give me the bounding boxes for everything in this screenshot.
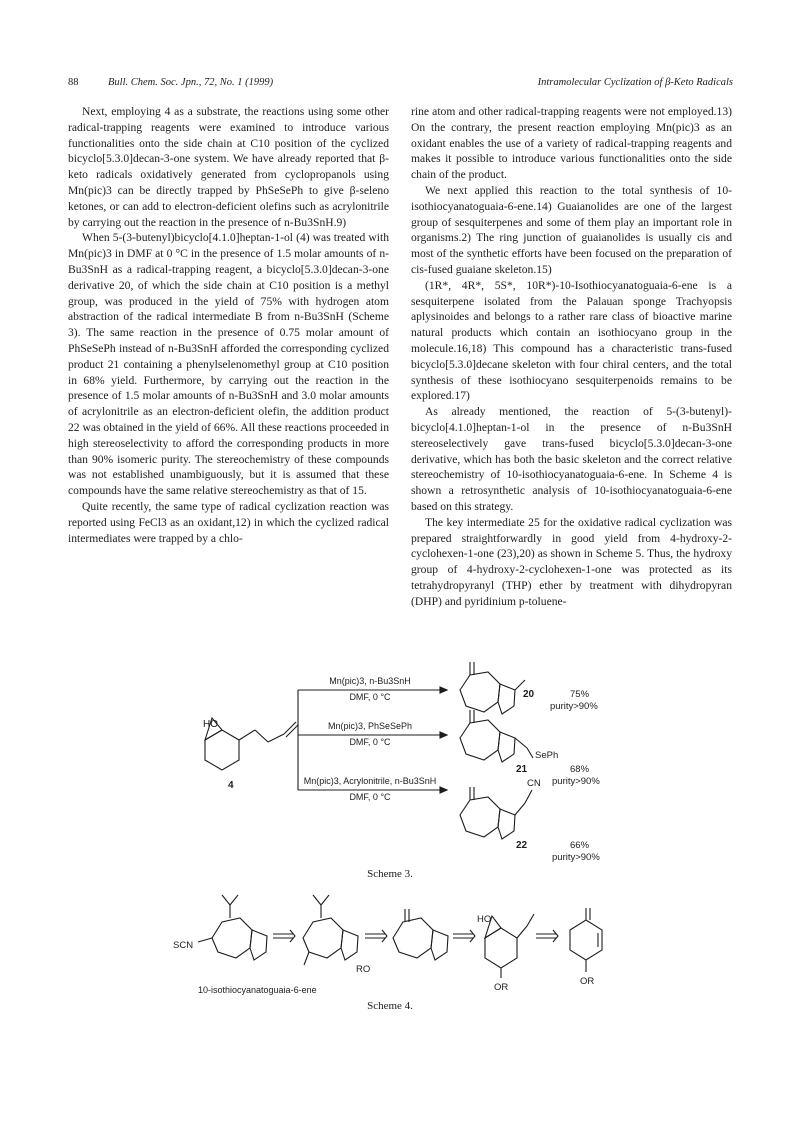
compound-20-label: 20 — [523, 689, 535, 700]
product-21-structure — [460, 710, 533, 762]
yield-20: 75% — [570, 689, 590, 700]
substituent-22: CN — [527, 778, 541, 789]
scheme-4-caption: Scheme 4. — [367, 1000, 413, 1012]
reagent-text: Mn(pic)3, Acrylonitrile, n-Bu3SnH — [303, 776, 437, 786]
reagent-text: Mn(pic)3, n-Bu3SnH — [329, 676, 411, 686]
running-title: Intramolecular Cyclization of β-Keto Radicals — [537, 77, 733, 88]
substituent-21: SePh — [535, 750, 559, 761]
target-structure — [198, 895, 267, 960]
condition-text: DMF, 0 °C — [349, 737, 391, 747]
svg-text:SCN: SCN — [173, 940, 194, 951]
intermediate-2-structure — [393, 909, 448, 960]
intermediate-1-structure — [303, 895, 358, 965]
svg-text:RO: RO — [356, 964, 371, 975]
yield-21: 68% — [570, 764, 590, 775]
paragraph: We next applied this reaction to the total synthesis of 10-isothiocyanatoguaia-6-ene.14) Guaianolides are one of the largest group of sesquiterpenes and some of them play an important role in organisms.2) The ring junction of guaianolides is usually cis and most of the synthetic efforts have been focused on the preparation of cis-fused guaiane skeleton.15) — [411, 183, 732, 276]
scheme-3-caption: Scheme 3. — [367, 868, 413, 880]
paragraph: The key intermediate 25 for the oxidative radical cyclization was prepared straightforwardly in good yield from 4-hydroxy-2-cyclohexen-1-one (23),20) as shown in Scheme 5. Thus, the hydroxy group of 4-hydroxy-2-cyclohexen-1-one was protected as its tetrahydropyranyl (THP) ether by treatment with dihydropyran (DHP) and pyridinium p-toluene- — [411, 515, 732, 608]
condition-text: DMF, 0 °C — [349, 792, 391, 802]
page-number: 88 — [68, 77, 79, 88]
compound-22-label: 22 — [516, 840, 528, 851]
paragraph: When 5-(3-butenyl)bicyclo[4.1.0]heptan-1-ol (4) was treated with Mn(pic)3 in DMF at 0 °C in the presence of 1.5 molar amounts of n-Bu3SnH as a radical-trapping reagent, a bicyclo[5.3.0]decan-3-one derivative 20, of which the side chain at C10 position is a methyl group, was produced in the yield of 75% with hydrogen atom abstraction of the radical intermediate B from n-Bu3SnH (Scheme 3). The same reaction in the presence of 0.75 molar amount of PhSeSePh instead of n-Bu3SnH afforded the corresponding cyclized product 21 containing a phenylselenomethyl group at C10 position in 68% yield. Furthermore, by carrying out the reaction in the presence of 1.5 molar amounts of n-Bu3SnH and 3.0 molar amounts of acrylonitrile as an electron-deficient olefin, the addition product 22 was obtained in the yield of 66%. All these reactions proceeded in high stereoselectivity to afford the corresponding products in more than 90% isomeric purity. The stereochemistry of these compounds was not established unambiguously, but it is assumed that these compounds have the same relative stereochemistry as that of 15. — [68, 231, 389, 498]
product-22-structure — [460, 787, 532, 839]
compound-21-label: 21 — [516, 764, 528, 775]
purity-20: purity>90% — [550, 701, 598, 712]
purity-21: purity>90% — [552, 776, 600, 787]
paragraph: Quite recently, the same type of radical cyclization reaction was reported using FeCl3 as an oxidant,12) in which the cyclized radical intermediates were trapped by a chlo- — [68, 499, 389, 545]
svg-text:OR: OR — [580, 976, 595, 987]
purity-22: purity>90% — [552, 852, 600, 863]
yield-22: 66% — [570, 840, 590, 851]
svg-text:HO: HO — [203, 719, 218, 730]
journal-citation: Bull. Chem. Soc. Jpn., 72, No. 1 (1999) — [108, 77, 274, 88]
svg-text:OR: OR — [494, 982, 509, 993]
compound-4-label: 4 — [228, 780, 234, 791]
paragraph: Next, employing 4 as a substrate, the reactions using some other radical-trapping reagents were examined to introduce various functionalities onto the side chain at C10 position of the cyclized bicyclo[5.3.0]decan-3-one system. We have already reported that β-keto radicals oxidatively generated from cyclopropanols using Mn(pic)3 can be directly trapped by PhSeSePh to give β-seleno ketones, or can add to electron-deficient olefins such as acrylonitrile by carrying out the reaction in the presence of n-Bu3SnH.9) — [68, 105, 389, 229]
cyclohexenone-structure — [570, 908, 602, 972]
paragraph: (1R*, 4R*, 5S*, 10R*)-10-Isothiocyanatoguaia-6-ene is a sesquiterpene isolated from the Palauan sponge Trachyopsis aplysinoides and belongs to a rather rare class of bioactive marine natural products which contain an isothiocyano group in the molecule.16,18) This compound has a characteristic trans-fused bicyclo[5.3.0]decane skeleton with four chiral centers, and the total synthesis of these isothiocyano sesquiterpenoids remains to be explored.17) — [411, 278, 732, 403]
target-compound-label: 10-isothiocyanatoguaia-6-ene — [198, 985, 317, 995]
intermediate-3-structure — [485, 914, 534, 978]
reagent-text: Mn(pic)3, PhSeSePh — [327, 721, 413, 731]
svg-text:HO: HO — [477, 914, 492, 925]
condition-text: DMF, 0 °C — [349, 692, 391, 702]
paragraph: rine atom and other radical-trapping reagents were not employed.13) On the contrary, the present reaction employing Mn(pic)3 as an oxidant enables the use of a variety of radical-trapping reagents and makes it possible to introduce various functionalities onto the side chain of the product. — [411, 105, 732, 182]
starting-material-structure — [205, 718, 298, 770]
product-20-structure — [460, 662, 525, 714]
paragraph: As already mentioned, the reaction of 5-(3-butenyl)-bicyclo[4.1.0]heptan-1-ol in the presence of n-Bu3SnH stereoselectively gave trans-fused bicyclo[5.3.0]decan-3-one derivative, which has both the basic skeleton and the correct relative stereochemistry of 10-isothiocyanatoguaia-6-ene. In Scheme 4 is shown a retrosynthetic analysis of 10-isothiocyanatoguaia-6-ene based on this strategy. — [411, 405, 732, 513]
retrosynthesis-arrows — [273, 930, 558, 942]
